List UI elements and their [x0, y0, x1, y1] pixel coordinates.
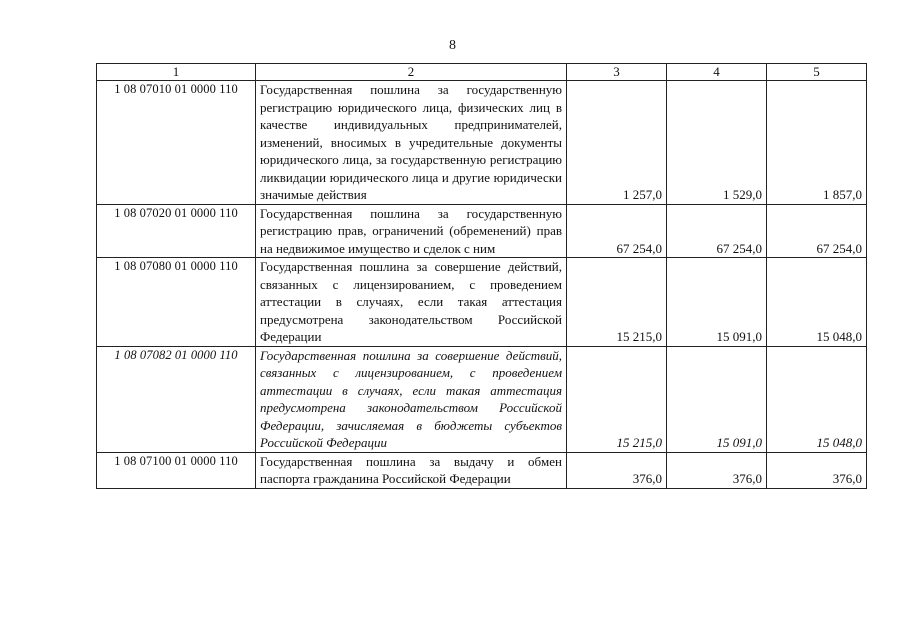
- table-row: [97, 258, 867, 347]
- row-value-col5: 15 048,0: [767, 258, 867, 347]
- column-header-5: 5: [767, 64, 867, 81]
- row-value-col3: 376,0: [567, 452, 667, 488]
- row-description: Государственная пошлина за государственную регистрацию юридического лица, физических лиц в качестве индивидуальных предпринимателей, изменений, вносимых в учредительные документы юридического лица, за государственную регистрацию ликвидации юридического лица и другие юридически значимые действия: [256, 81, 567, 205]
- column-header-2: 2: [256, 64, 567, 81]
- row-value-col3: 67 254,0: [567, 204, 667, 258]
- row-code: 1 08 07082 01 0000 110: [97, 346, 256, 452]
- row-value-col4: 15 091,0: [667, 346, 767, 452]
- column-header-4: 4: [667, 64, 767, 81]
- row-code: 1 08 07010 01 0000 110: [97, 81, 256, 205]
- row-value-col4: 67 254,0: [667, 204, 767, 258]
- table-row: [97, 346, 867, 452]
- table-row: [97, 81, 867, 205]
- row-code: 1 08 07100 01 0000 110: [97, 452, 256, 488]
- row-value-col3: 15 215,0: [567, 346, 667, 452]
- row-value-col3: 1 257,0: [567, 81, 667, 205]
- row-code: 1 08 07080 01 0000 110: [97, 258, 256, 347]
- row-value-col3: 15 215,0: [567, 258, 667, 347]
- table-row: [97, 204, 867, 258]
- row-description: Государственная пошлина за выдачу и обмен паспорта гражданина Российской Федерации: [256, 452, 567, 488]
- row-value-col5: 1 857,0: [767, 81, 867, 205]
- row-description: Государственная пошлина за совершение действий, связанных с лицензированием, с проведением аттестации в случаях, если такая аттестация предусмотрена законодательством Российской Федерации: [256, 258, 567, 347]
- budget-table: [96, 63, 867, 489]
- row-description: Государственная пошлина за совершение действий, связанных с лицензированием, с проведением аттестации в случаях, если такая аттестация предусмотрена законодательством Российской Федерации, зачисляемая в бюджеты субъектов Российской Федерации: [256, 346, 567, 452]
- row-value-col5: 376,0: [767, 452, 867, 488]
- row-value-col4: 1 529,0: [667, 81, 767, 205]
- row-value-col5: 67 254,0: [767, 204, 867, 258]
- column-header-1: 1: [97, 64, 256, 81]
- column-header-3: 3: [567, 64, 667, 81]
- row-value-col4: 15 091,0: [667, 258, 767, 347]
- row-value-col4: 376,0: [667, 452, 767, 488]
- row-code: 1 08 07020 01 0000 110: [97, 204, 256, 258]
- page-number: 8: [449, 38, 456, 53]
- column-number-row: [97, 64, 867, 81]
- row-description: Государственная пошлина за государственную регистрацию прав, ограничений (обременений) прав на недвижимое имущество и сделок с ним: [256, 204, 567, 258]
- row-value-col5: 15 048,0: [767, 346, 867, 452]
- table-row: [97, 452, 867, 488]
